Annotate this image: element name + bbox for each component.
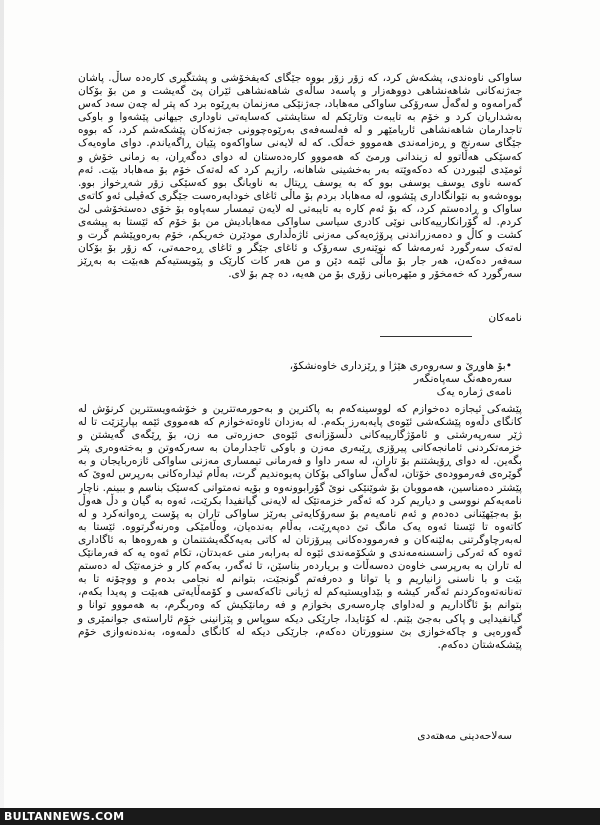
footer-logo: BULTANNEWS.COM bbox=[4, 810, 125, 823]
body-paragraph-2: پێشەکی ئیجازە دەخوازم کە لووسینەکەم بە پاکترین و بەحورمەتترین و خۆشەویستترین کرنۆش لە کانگای دڵەوە پێشکەشی ئێوەی پایەبەرز بکەم. لە بەزدان ئاوەتەخوازم کە هەمووی ئێمە بپارێزێت تا لە ژێر سەرپەرشتی و ئامۆژگارییەکانی دڵسۆزانەی ئێوەی حەزرەتی مە زن، بۆ ڕێگەی گەیشتن و خزمەتکردنی ئامانجەکانی پیرۆزی ڕێبەری مەزن و باوکی تاجدارمان بە سەرکەوتن و بەختەوەری پتر بگەین. لە دوای ڕۆیشتنم بۆ تاران، لە سەر داوا و فەرمانی تیمساری مەزنی ساواکی ئازەربایجان و بە گوێرەی فەرموودەی خۆتان، لەگەڵ ساواکی بۆکان پەیوەندیم گرت، بەڵام ئیدارەکانی بەرپرس لەوێ کە پێشتر دەمناسین، هەمووبان بۆ شوێنێکی نوێ گۆرابوونەوە و بۆیە نەمتوانی کەسێک بناسم و ببینم. ناچار نامەیەکم نووسی و دیاریم کرد کە ئەگەر خزمەتێک لە لایەنی گیانفیدا بکرێت، ئەوە بە گیان و دڵ هەوڵ بۆ بەجێهێنانی دەدەم و ئەم نامەیەم بۆ سەرۆکایەتی بەرێز ساواکی تاران بە پۆست ڕەوانەکرد و لە کاتەوە تا ئێستا ئەوە یەک مانگ تێ دەپەڕێت، بەڵام بەندەیان، وەڵامێکی وەرنەگرتووە. ئێستا بە لەبەرچاوگرتنی بەلێنەکان و فەرموودەکانی پیرۆزتان لە کاتی بەیەکگەیشتنمان و هەروەها بە ئاگاداری ئەوە کە ئەرکی زاسسنەمەندی و شکۆمەندی ئێوە لە بەرابەر منی عەبدتان، تکام ئەوە یە کە فەرمانێک لە تاران بە بەرپرسی خاوەن دەسەڵات و بریاردەر بناسێن، تا ئەگەر، بەکەم کار و خزمەتێک لە دەستم بێت و با ناسنی زانیاریم و یا توانا و دەرفەتم گونجێت، بتوانم لە نجامی بدەم و ووچۆنە تا بە تەنانەتەوەکردنم ئەگەر کیشە و بێداویستیەکم لە ژیانی تاکەکەسی و کۆمەڵایەتی هەبێت و پەیدا بکەم، بتوانم بۆ ئاگاداریم و لەداوای چارەسەری بخوازم و فە رمانێکیش کە وەربگرم، بە هەمووو توانا و گیانفیدایی و پاکی بەجێ بێنم. لە کۆتایدا، جارێکی دیکە سوپاس و پێزانینی خۆم ئاراستەی جوانمێری و گەورەیی و چاکەخوازی بێ سنوورتان دەکەم، جارێکی دیکە لە کانگای دڵمەوە، بەندەنەوازی خۆم پێشکەشتان دەکەم. bbox=[78, 403, 522, 651]
address-line-3: نامەی ژمارە یەک bbox=[436, 386, 512, 399]
closing-word: نامەکان bbox=[488, 312, 522, 324]
scan-edge bbox=[0, 0, 4, 825]
section-divider bbox=[380, 336, 472, 337]
address-line-2: سەرەهەنگ سەپاەنگەر bbox=[413, 373, 512, 386]
body-paragraph-1: ساواکی ناوەندی، پشکەش کرد، کە زۆر زۆر بووە جێگای کەیفخۆشی و پشتگیری کارەدە ساڵ. پاشان جەژنەکانی شاهەنشاهی دووهەزار و پاسەد ساڵەی شاهەنشاهی ئێران پێ گەیشت و من بۆ بۆکان گەرامەوە و لەگەڵ سەرۆکی ساواکی مەهاباد، جەژنێکی مەزنمان بەڕێوە برد کە پتر لە چەن سەد کەس بەشداریان کرد و خۆم بە تایبەت وتارێکم لە ستایشتی کەسایەتی ناوداری جیهانی پێشەوا و باوکی تاجدارمان شاهەنشاهی ئاریامێهر و لە فەلسەفەی بەرێوەچوونی جەژنەکان پێشکەشم کرد، کە بووە جێگای سەرنج و ڕەزامەندی هەمووو خەڵک. کە لە لایەنی ساواکەوە پێیان ڕاگەیاندم. دوای ماوەیەک کەسێکی هەڵاتوو لە زیندانی ورمێ کە هەمووو کارەدەستان لە دوای دەگەڕان، بە زمانی خۆش و ئومێدی لێبوردن کە دەکەوێتە بەر بەخشینی شاهانە، رازیم کرد کە لەتەک خۆم بۆ مەهاباد بێت. ئەم کەسە ناوی یوسف یوسفی بوو کە بە یوسف ڕیتال بە ناوبانگ بوو کەسێکی زۆر شەڕخواز بوو. بووەشەو بە نێوانگاداری پێشوو، لە مەهاباد بردم بۆ ماڵی ئاغای خودایەرەست جێگری کەڤیلی ئەو کاتەی ساواک و ڕادەستم کرد، کە بۆ ئەم کارە بە تایبەتی لە لایەن تیمسار سەپاوە بۆ خۆی دەستخۆشی لێ کردم. لە گۆرانکارییەکانی نوێی کادری سیاسی ساواکی مەهابادیش من بۆ خۆم کە ئێستا بە پیشەی کشت و کاڵ و دەمەزراندنی پرۆژەیەکی مەزنی ئاژەڵداری مودێرن خەریکم، خۆم بەرەوپێشم گرت و لەتەک سەرگورد ئەرمەشا کە نوێنەری سەرۆک و ئاغای جێگر و ئاغای ڕەحمەتی، کە زۆر بۆ بۆکان سەفەر دەکەن، هەر جار بۆ ماڵی ئێمە دێن و من هەر کات کارێک و پێویستیەکم هەبێت بە بەڕێز سەرگورد کە خەمخۆر و مێهرەبانی زۆری بۆ من هەیە، دە چم بۆ لای. bbox=[78, 72, 522, 281]
signature: سەلاحەدینی مەهتەدی bbox=[417, 730, 512, 742]
address-line-1: •بۆ هاوڕێ و سەروەری هێژا و ڕێزداری خاوەنشکۆ، bbox=[289, 360, 512, 372]
letter-address bbox=[200, 360, 512, 399]
